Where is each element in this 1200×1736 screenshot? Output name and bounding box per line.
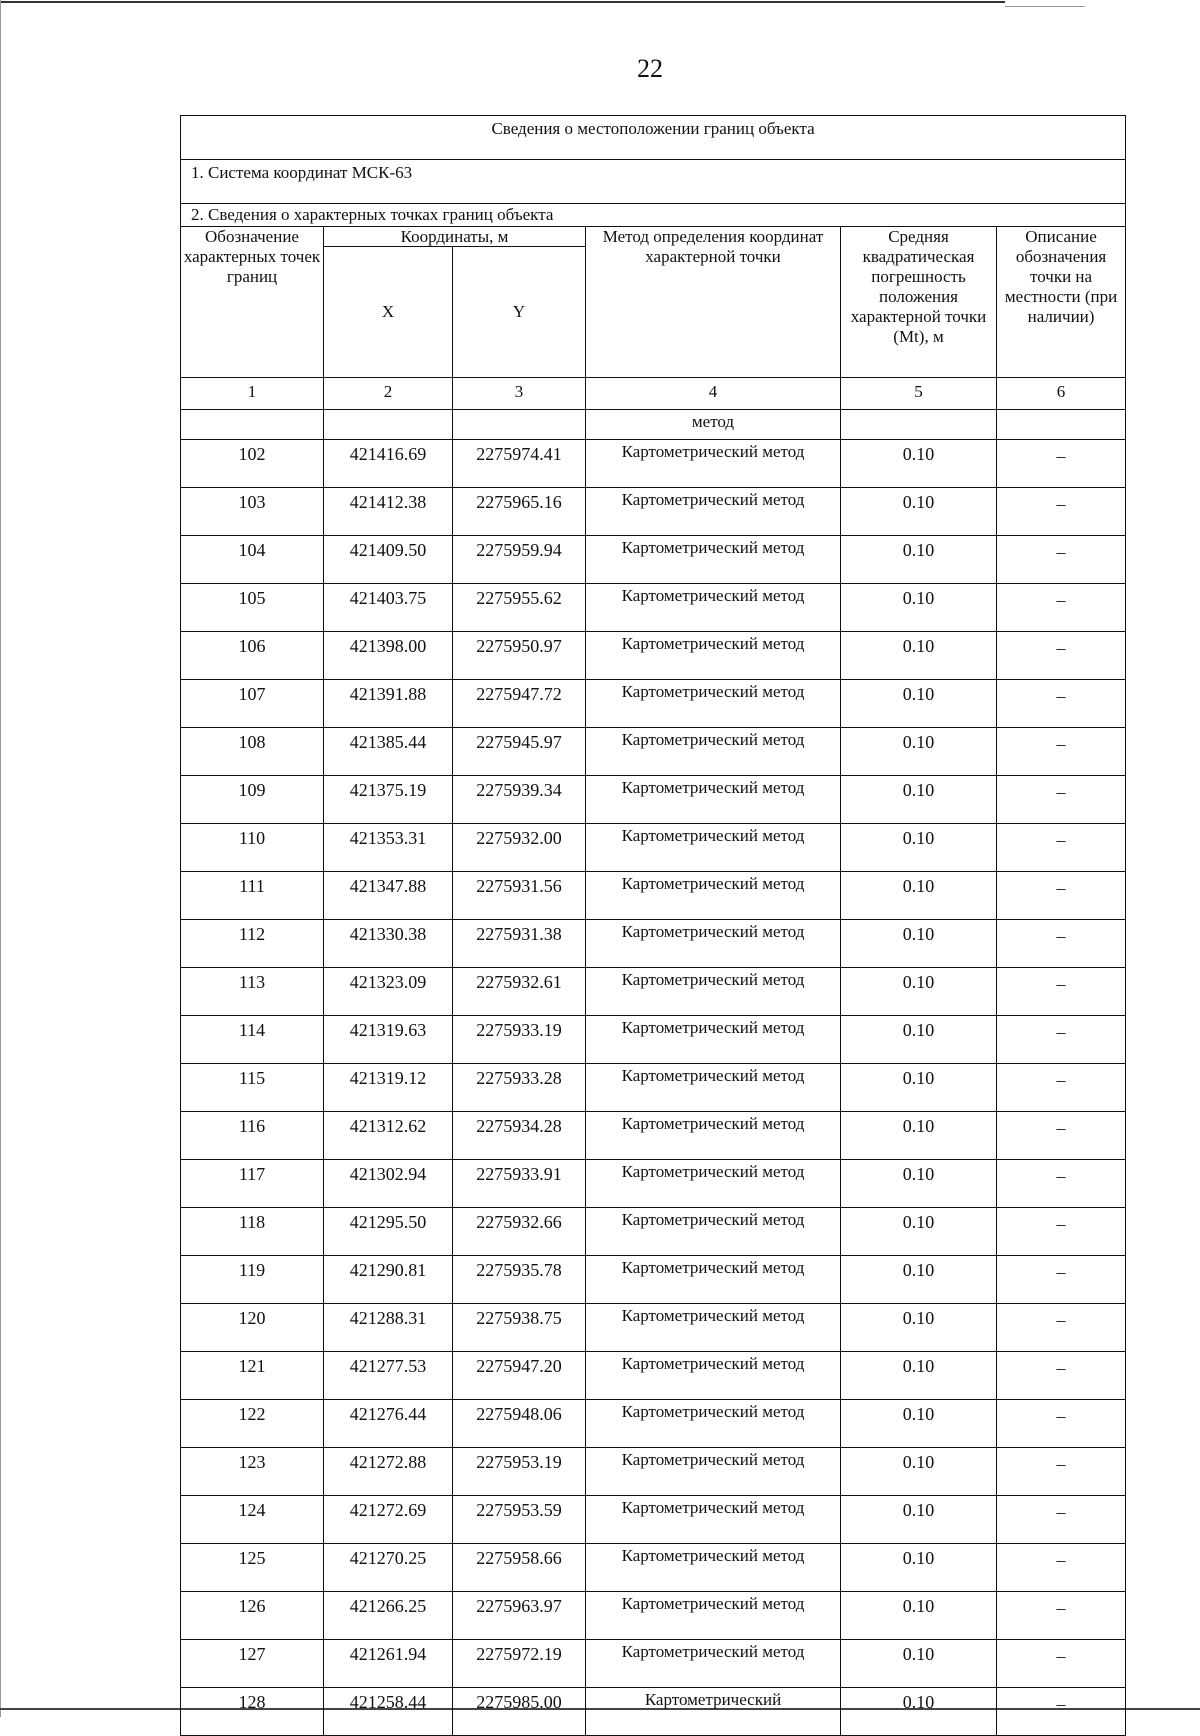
cell-point: 128 bbox=[181, 1688, 324, 1736]
cell-y: 2275972.19 bbox=[453, 1640, 586, 1688]
header-method: Метод определения координат характерной точки bbox=[586, 227, 841, 378]
cell-description: – bbox=[997, 584, 1126, 632]
cell-y: 2275955.62 bbox=[453, 584, 586, 632]
cell-description: – bbox=[997, 1256, 1126, 1304]
cell-y: 2275945.97 bbox=[453, 728, 586, 776]
cell-empty bbox=[181, 410, 324, 440]
cell-description: – bbox=[997, 1640, 1126, 1688]
cell-description: – bbox=[997, 1112, 1126, 1160]
cell-description: – bbox=[997, 536, 1126, 584]
cell-error: 0.10 bbox=[841, 1064, 997, 1112]
cell-empty bbox=[453, 410, 586, 440]
table-row bbox=[181, 1208, 1126, 1256]
cell-error: 0.10 bbox=[841, 1640, 997, 1688]
cell-method: Картометрический метод bbox=[586, 776, 841, 824]
cell-x: 421277.53 bbox=[324, 1352, 453, 1400]
cell-x: 421302.94 bbox=[324, 1160, 453, 1208]
scan-edge-left bbox=[0, 0, 1, 1717]
cell-error: 0.10 bbox=[841, 872, 997, 920]
cell-method: Картометрический метод bbox=[586, 440, 841, 488]
table-row bbox=[181, 488, 1126, 536]
cell-error: 0.10 bbox=[841, 584, 997, 632]
cell-method: Картометрический метод bbox=[586, 1064, 841, 1112]
cell-description: – bbox=[997, 728, 1126, 776]
cell-x: 421319.12 bbox=[324, 1064, 453, 1112]
cell-point: 125 bbox=[181, 1544, 324, 1592]
header-point-designation: Обозначение характерных точек границ bbox=[181, 227, 324, 378]
cell-method: Картометрический метод bbox=[586, 1112, 841, 1160]
cell-description: – bbox=[997, 872, 1126, 920]
cell-description: – bbox=[997, 488, 1126, 536]
cell-y: 2275947.72 bbox=[453, 680, 586, 728]
cell-x: 421272.88 bbox=[324, 1448, 453, 1496]
cell-y: 2275947.20 bbox=[453, 1352, 586, 1400]
cell-y: 2275985.00 bbox=[453, 1688, 586, 1736]
cell-y: 2275958.66 bbox=[453, 1544, 586, 1592]
page-number: 22 bbox=[637, 54, 663, 83]
cell-x: 421288.31 bbox=[324, 1304, 453, 1352]
cell-y: 2275959.94 bbox=[453, 536, 586, 584]
cell-description: – bbox=[997, 1400, 1126, 1448]
header-point-description: Описание обозначения точки на местности (при наличии) bbox=[997, 227, 1126, 378]
cell-method: Картометрический метод bbox=[586, 1160, 841, 1208]
cell-x: 421258.44 bbox=[324, 1688, 453, 1736]
cell-error: 0.10 bbox=[841, 1496, 997, 1544]
cell-y: 2275931.56 bbox=[453, 872, 586, 920]
cell-point: 106 bbox=[181, 632, 324, 680]
table-row bbox=[181, 1640, 1126, 1688]
cell-point: 109 bbox=[181, 776, 324, 824]
cell-error: 0.10 bbox=[841, 920, 997, 968]
cell-x: 421295.50 bbox=[324, 1208, 453, 1256]
scan-edge-top bbox=[0, 1, 1005, 3]
table-row bbox=[181, 1448, 1126, 1496]
cell-point: 119 bbox=[181, 1256, 324, 1304]
cell-method: Картометрический метод bbox=[586, 1256, 841, 1304]
cell-error: 0.10 bbox=[841, 1208, 997, 1256]
cell-method: Картометрический метод bbox=[586, 728, 841, 776]
cell-point: 102 bbox=[181, 440, 324, 488]
table-row bbox=[181, 872, 1126, 920]
table-row bbox=[181, 680, 1126, 728]
cell-description: – bbox=[997, 920, 1126, 968]
cell-description: – bbox=[997, 1496, 1126, 1544]
table-row bbox=[181, 1256, 1126, 1304]
table-row bbox=[181, 968, 1126, 1016]
cell-point: 104 bbox=[181, 536, 324, 584]
column-number: 6 bbox=[997, 378, 1126, 410]
cell-point: 122 bbox=[181, 1400, 324, 1448]
cell-x: 421270.25 bbox=[324, 1544, 453, 1592]
cell-error: 0.10 bbox=[841, 968, 997, 1016]
cell-x: 421391.88 bbox=[324, 680, 453, 728]
cell-description: – bbox=[997, 1352, 1126, 1400]
cell-error: 0.10 bbox=[841, 1352, 997, 1400]
cell-point: 112 bbox=[181, 920, 324, 968]
cell-method: Картометрический метод bbox=[586, 1304, 841, 1352]
cell-x: 421261.94 bbox=[324, 1640, 453, 1688]
cell-method: Картометрический метод bbox=[586, 1208, 841, 1256]
cell-y: 2275931.38 bbox=[453, 920, 586, 968]
table-row bbox=[181, 1304, 1126, 1352]
section-heading: 2. Сведения о характерных точках границ объекта bbox=[181, 204, 1126, 227]
cell-error: 0.10 bbox=[841, 1544, 997, 1592]
continuation-row bbox=[181, 410, 1126, 440]
cell-y: 2275935.78 bbox=[453, 1256, 586, 1304]
table-title: Сведения о местоположении границ объекта bbox=[181, 116, 1126, 160]
cell-description: – bbox=[997, 632, 1126, 680]
table-row bbox=[181, 1496, 1126, 1544]
cell-y: 2275934.28 bbox=[453, 1112, 586, 1160]
cell-x: 421272.69 bbox=[324, 1496, 453, 1544]
cell-method: Картометрический метод bbox=[586, 536, 841, 584]
table-row bbox=[181, 728, 1126, 776]
cell-point: 113 bbox=[181, 968, 324, 1016]
cell-y: 2275938.75 bbox=[453, 1304, 586, 1352]
column-number: 4 bbox=[586, 378, 841, 410]
cell-x: 421319.63 bbox=[324, 1016, 453, 1064]
scan-edge-top-faint bbox=[1005, 6, 1085, 7]
boundary-points-table bbox=[180, 115, 1126, 1736]
table-row bbox=[181, 1400, 1126, 1448]
cell-empty bbox=[841, 410, 997, 440]
cell-description: – bbox=[997, 824, 1126, 872]
cell-method: Картометрический метод bbox=[586, 680, 841, 728]
cell-point: 118 bbox=[181, 1208, 324, 1256]
cell-method: Картометрический метод bbox=[586, 632, 841, 680]
column-number: 2 bbox=[324, 378, 453, 410]
cell-y: 2275933.28 bbox=[453, 1064, 586, 1112]
table-row bbox=[181, 1160, 1126, 1208]
cell-point: 108 bbox=[181, 728, 324, 776]
header-x: X bbox=[324, 247, 453, 378]
cell-y: 2275933.19 bbox=[453, 1016, 586, 1064]
cell-method: Картометрический метод bbox=[586, 1592, 841, 1640]
cell-error: 0.10 bbox=[841, 680, 997, 728]
cell-method: Картометрический метод bbox=[586, 1352, 841, 1400]
cell-error: 0.10 bbox=[841, 1016, 997, 1064]
cell-error: 0.10 bbox=[841, 1400, 997, 1448]
cell-description: – bbox=[997, 680, 1126, 728]
cell-x: 421312.62 bbox=[324, 1112, 453, 1160]
cell-error: 0.10 bbox=[841, 1256, 997, 1304]
cell-x: 421385.44 bbox=[324, 728, 453, 776]
column-number: 3 bbox=[453, 378, 586, 410]
cell-y: 2275953.59 bbox=[453, 1496, 586, 1544]
column-number: 5 bbox=[841, 378, 997, 410]
cell-description: – bbox=[997, 440, 1126, 488]
cell-error: 0.10 bbox=[841, 440, 997, 488]
cell-x: 421409.50 bbox=[324, 536, 453, 584]
cell-x: 421323.09 bbox=[324, 968, 453, 1016]
cell-y: 2275932.66 bbox=[453, 1208, 586, 1256]
cell-x: 421347.88 bbox=[324, 872, 453, 920]
table-row bbox=[181, 1592, 1126, 1640]
cell-point: 120 bbox=[181, 1304, 324, 1352]
cell-y: 2275950.97 bbox=[453, 632, 586, 680]
cell-y: 2275933.91 bbox=[453, 1160, 586, 1208]
cell-description: – bbox=[997, 1208, 1126, 1256]
cell-method: Картометрический метод bbox=[586, 872, 841, 920]
cell-error: 0.10 bbox=[841, 1304, 997, 1352]
table-row bbox=[181, 440, 1126, 488]
cell-point: 107 bbox=[181, 680, 324, 728]
cell-y: 2275932.00 bbox=[453, 824, 586, 872]
cell-y: 2275948.06 bbox=[453, 1400, 586, 1448]
cell-point: 124 bbox=[181, 1496, 324, 1544]
cell-method: Картометрический метод bbox=[586, 1640, 841, 1688]
cell-method: Картометрический метод bbox=[586, 488, 841, 536]
cell-description: – bbox=[997, 1592, 1126, 1640]
table-row bbox=[181, 776, 1126, 824]
table-row bbox=[181, 536, 1126, 584]
cell-y: 2275965.16 bbox=[453, 488, 586, 536]
cell-point: 126 bbox=[181, 1592, 324, 1640]
cell-description: – bbox=[997, 1160, 1126, 1208]
header-y: Y bbox=[453, 247, 586, 378]
cell-description: – bbox=[997, 1544, 1126, 1592]
cell-description: – bbox=[997, 1304, 1126, 1352]
cell-error: 0.10 bbox=[841, 1112, 997, 1160]
cell-error: 0.10 bbox=[841, 728, 997, 776]
cell-x: 421403.75 bbox=[324, 584, 453, 632]
cell-error: 0.10 bbox=[841, 1688, 997, 1736]
table-row bbox=[181, 584, 1126, 632]
cell-method: Картометрический метод bbox=[586, 1544, 841, 1592]
cell-point: 114 bbox=[181, 1016, 324, 1064]
cell-method: Картометрический метод bbox=[586, 920, 841, 968]
cell-y: 2275932.61 bbox=[453, 968, 586, 1016]
cell-error: 0.10 bbox=[841, 536, 997, 584]
cell-y: 2275974.41 bbox=[453, 440, 586, 488]
cell-error: 0.10 bbox=[841, 1592, 997, 1640]
cell-point: 121 bbox=[181, 1352, 324, 1400]
table-row bbox=[181, 632, 1126, 680]
cell-x: 421353.31 bbox=[324, 824, 453, 872]
cell-y: 2275939.34 bbox=[453, 776, 586, 824]
cell-empty bbox=[324, 410, 453, 440]
cell-point: 105 bbox=[181, 584, 324, 632]
cell-method: Картометрический метод bbox=[586, 968, 841, 1016]
cell-error: 0.10 bbox=[841, 824, 997, 872]
cell-method: Картометрический метод bbox=[586, 1016, 841, 1064]
cell-x: 421266.25 bbox=[324, 1592, 453, 1640]
cell-point: 111 bbox=[181, 872, 324, 920]
cell-error: 0.10 bbox=[841, 1448, 997, 1496]
cell-x: 421398.00 bbox=[324, 632, 453, 680]
cell-x: 421412.38 bbox=[324, 488, 453, 536]
table-row bbox=[181, 920, 1126, 968]
cell-method: Картометрический метод bbox=[586, 1496, 841, 1544]
cell-method: Картометрический bbox=[586, 1688, 841, 1736]
cell-x: 421276.44 bbox=[324, 1400, 453, 1448]
cell-method: Картометрический метод bbox=[586, 1448, 841, 1496]
cell-point: 115 bbox=[181, 1064, 324, 1112]
cell-description: – bbox=[997, 776, 1126, 824]
cell-error: 0.10 bbox=[841, 776, 997, 824]
cell-error: 0.10 bbox=[841, 488, 997, 536]
table-row bbox=[181, 1352, 1126, 1400]
cell-error: 0.10 bbox=[841, 632, 997, 680]
cell-description: – bbox=[997, 1064, 1126, 1112]
cell-description: – bbox=[997, 968, 1126, 1016]
cell-point: 103 bbox=[181, 488, 324, 536]
cell-y: 2275963.97 bbox=[453, 1592, 586, 1640]
cell-point: 127 bbox=[181, 1640, 324, 1688]
cell-method: Картометрический метод bbox=[586, 1400, 841, 1448]
table-row bbox=[181, 1544, 1126, 1592]
column-number-row bbox=[181, 378, 1126, 410]
cell-description: – bbox=[997, 1016, 1126, 1064]
cell-method: Картометрический метод bbox=[586, 584, 841, 632]
header-mean-square-error: Средняя квадратическая погрешность положения характерной точки (Mt), м bbox=[841, 227, 997, 378]
cell-description: – bbox=[997, 1688, 1126, 1736]
cell-point: 116 bbox=[181, 1112, 324, 1160]
coordinate-system: 1. Система координат МСК-63 bbox=[181, 160, 1126, 204]
cell-empty bbox=[997, 410, 1126, 440]
table-row bbox=[181, 1688, 1126, 1736]
cell-error: 0.10 bbox=[841, 1160, 997, 1208]
cell-point: 117 bbox=[181, 1160, 324, 1208]
table-row bbox=[181, 1112, 1126, 1160]
column-number: 1 bbox=[181, 378, 324, 410]
cell-method: метод bbox=[586, 410, 841, 440]
table-row bbox=[181, 824, 1126, 872]
cell-point: 123 bbox=[181, 1448, 324, 1496]
table-row bbox=[181, 1016, 1126, 1064]
cell-x: 421416.69 bbox=[324, 440, 453, 488]
cell-description: – bbox=[997, 1448, 1126, 1496]
cell-x: 421330.38 bbox=[324, 920, 453, 968]
cell-point: 110 bbox=[181, 824, 324, 872]
cell-x: 421290.81 bbox=[324, 1256, 453, 1304]
header-coordinates: Координаты, м bbox=[324, 227, 586, 247]
cell-x: 421375.19 bbox=[324, 776, 453, 824]
table-row bbox=[181, 1064, 1126, 1112]
cell-method: Картометрический метод bbox=[586, 824, 841, 872]
cell-y: 2275953.19 bbox=[453, 1448, 586, 1496]
